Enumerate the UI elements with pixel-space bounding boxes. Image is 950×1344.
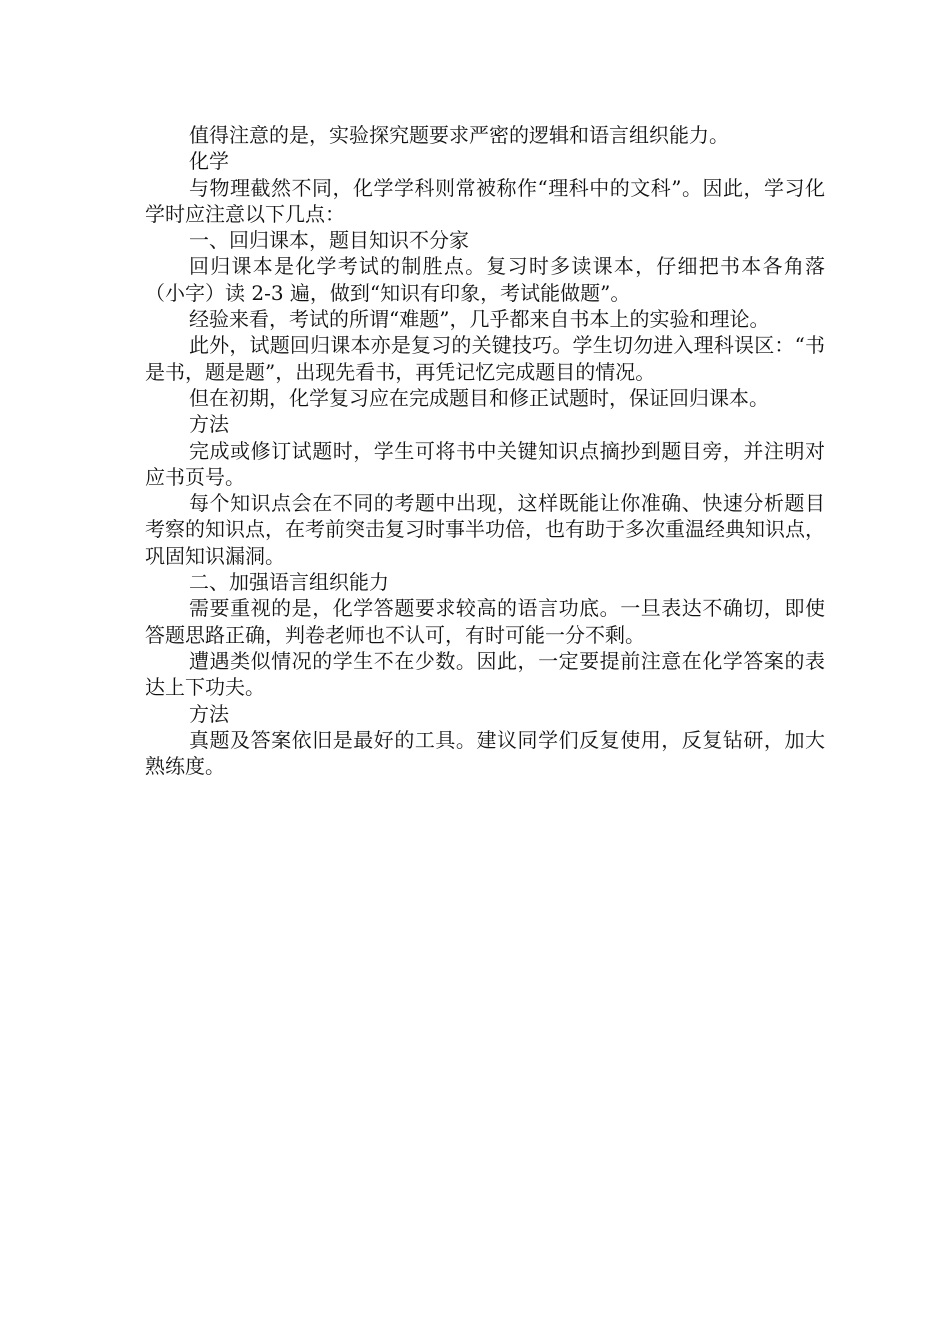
- subheading-return-to-textbook: 一、回归课本，题目知识不分家: [189, 228, 469, 253]
- paragraph: 需要重视的是，化学答题要求较高的语言功底。一旦表达不确切，即使答题思路正确，判卷老师也不认可，有时可能一分不剩。: [145, 596, 825, 647]
- paragraph: 每个知识点会在不同的考题中出现，这样既能让你准确、快速分析题目考察的知识点，在考前突击复习时事半功倍，也有助于多次重温经典知识点，巩固知识漏洞。: [145, 491, 825, 568]
- paragraph: 遭遇类似情况的学生不在少数。因此，一定要提前注意在化学答案的表达上下功夫。: [145, 648, 825, 700]
- method-heading: 方法: [189, 701, 229, 726]
- paragraph: 此外，试题回归课本亦是复习的关键技巧。学生切勿进入理科误区：“书是书，题是题”，出现先看书，再凭记忆完成题目的情况。: [145, 333, 825, 384]
- document-body: [145, 122, 825, 779]
- subheading-language-skills: 二、加强语言组织能力: [189, 570, 389, 595]
- paragraph-intro: 与物理截然不同，化学学科则常被称作“理科中的文科”。因此，学习化学时应注意以下几点：: [145, 175, 825, 226]
- paragraph: 完成或修订试题时，学生可将书中关键知识点摘抄到题目旁，并注明对应书页号。: [145, 438, 825, 489]
- section-heading-chemistry: 化学: [189, 149, 229, 174]
- paragraph: 但在初期，化学复习应在完成题目和修正试题时，保证回归课本。: [189, 385, 769, 410]
- method-heading: 方法: [189, 412, 229, 437]
- paragraph: 经验来看，考试的所谓“难题”，几乎都来自书本上的实验和理论。: [189, 307, 770, 332]
- paragraph: 回归课本是化学考试的制胜点。复习时多读课本，仔细把书本各角落（小字）读 2-3 遍，做到“知识有印象，考试能做题”。: [145, 254, 825, 305]
- paragraph-note: 值得注意的是，实验探究题要求严密的逻辑和语言组织能力。: [189, 123, 729, 147]
- paragraph: 真题及答案依旧是最好的工具。建议同学们反复使用，反复钻研，加大熟练度。: [145, 727, 825, 779]
